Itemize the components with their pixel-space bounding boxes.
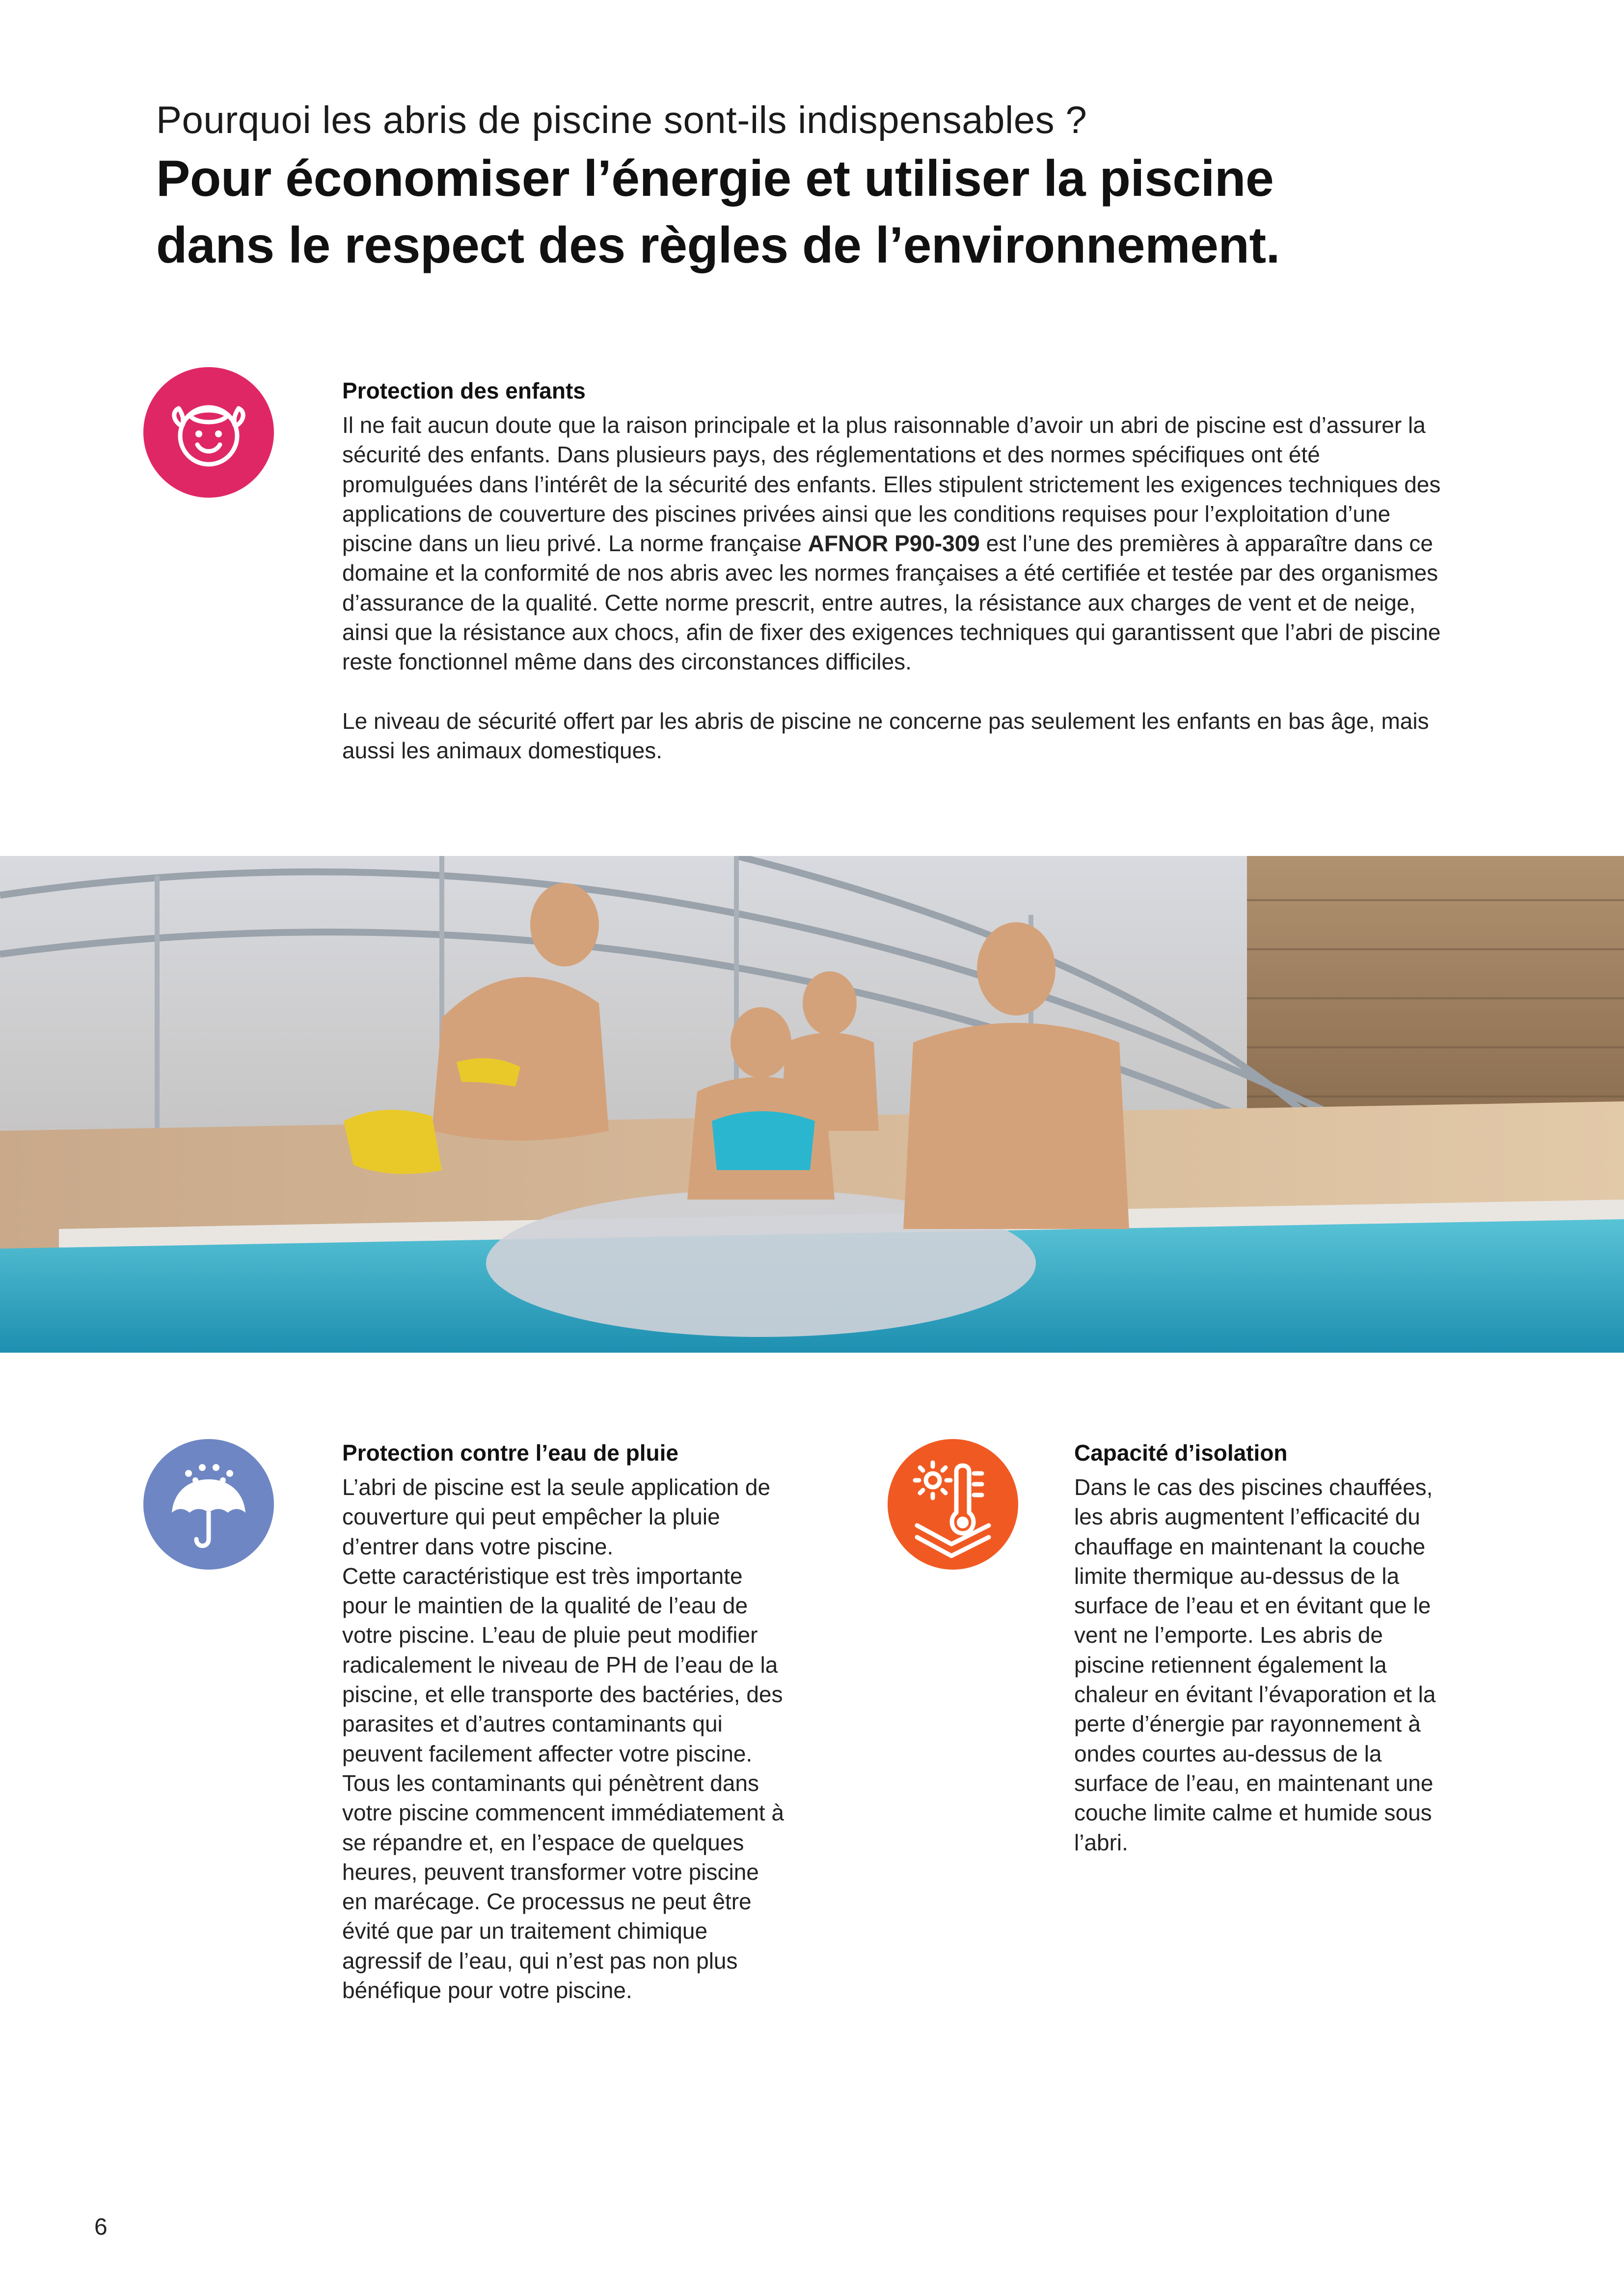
page-subtitle: Pourquoi les abris de piscine sont-ils indispensables ? bbox=[156, 98, 1087, 141]
children-section-paragraph-1 bbox=[342, 410, 1442, 677]
children-text-part-2: est l’une des premières à apparaître dans ce domaine et la conformité de nos abris avec les normes françaises a été certifiée et testée par des organismes d’assurance de la qualité. Cette norme prescrit, entre autres, la résistance aux charges de vent et de neige, ainsi que la résistance aux chocs, afin de fixer des exigences techniques qui garantissent que l’abri de piscine reste fonctionnel même dans des circonstances difficiles. bbox=[342, 531, 1441, 675]
thermometer-insulation-icon bbox=[888, 1439, 1018, 1570]
insulation-section-text: Dans le cas des piscines chauffées, les abris augmentent l’efficacité du chauffage en maintenant la couche limite thermique au-dessus de la surface de l’eau et en évitant que le vent ne l’emporte. Les abris de piscine retiennent également la chaleur en évitant l’évaporation et la perte d’énergie par rayonnement à ondes courtes au-dessus de la surface de l’eau, en maintenant une couche limite calme et humide sous l’abri. bbox=[1074, 1474, 1436, 1855]
page-title bbox=[156, 145, 1482, 279]
afnor-norm-reference: AFNOR P90-309 bbox=[808, 531, 980, 557]
page-title-line-1: Pour économiser l’énergie et utiliser la piscine bbox=[156, 150, 1274, 207]
children-section-paragraph-2: Le niveau de sécurité offert par les abris de piscine ne concerne pas seulement les enfants en bas âge, mais aussi les animaux domestiques. bbox=[342, 708, 1429, 763]
umbrella-rain-icon bbox=[143, 1439, 274, 1570]
page-title-line-2: dans le respect des règles de l’environnement. bbox=[156, 217, 1280, 274]
rain-section-text: L’abri de piscine est la seule application de couverture qui peut empêcher la pluie d’entrer dans votre piscine. Cette caractéristique est très importante pour le maintien de la qualité de l’eau de votre piscine. L’eau de pluie peut modifier radicalement le niveau de PH de l’eau de la piscine, et elle transporte des bactéries, des parasites et d’autres contaminants qui peuvent facilement affecter votre piscine. Tous les contaminants qui pénètrent dans votre piscine commencent immédiatement à se répandre et, en l’espace de quelques heures, peuvent transformer votre piscine en marécage. Ce processus ne peut être évité que par un traitement chimique agressif de l’eau, qui n’est pas non plus bénéfique pour votre piscine. bbox=[342, 1474, 784, 2003]
rain-protection-section bbox=[342, 1438, 784, 2005]
page-number: 6 bbox=[94, 2214, 108, 2240]
insulation-section bbox=[1074, 1438, 1447, 1857]
pool-family-photo bbox=[0, 856, 1624, 1353]
rain-section-title: Protection contre l’eau de pluie bbox=[342, 1440, 679, 1466]
headline bbox=[156, 96, 1482, 279]
children-text-part-1: Il ne fait aucun doute que la raison principale et la plus raisonnable d’avoir un abri de piscine est d’assurer la sécurité des enfants. Dans plusieurs pays, des réglementations et des normes spécifiques ont été promulguées dans l’intérêt de la sécurité des enfants. Elles stipulent strictement les exigences techniques des applications de couverture des piscines privées ainsi que les conditions requises pour l’exploitation d’une piscine dans un lieu privé. La norme française bbox=[342, 412, 1441, 557]
children-section-title: Protection des enfants bbox=[342, 378, 586, 403]
child-face-icon bbox=[143, 367, 274, 498]
insulation-section-title: Capacité d’isolation bbox=[1074, 1440, 1288, 1466]
children-protection-section bbox=[342, 376, 1442, 765]
